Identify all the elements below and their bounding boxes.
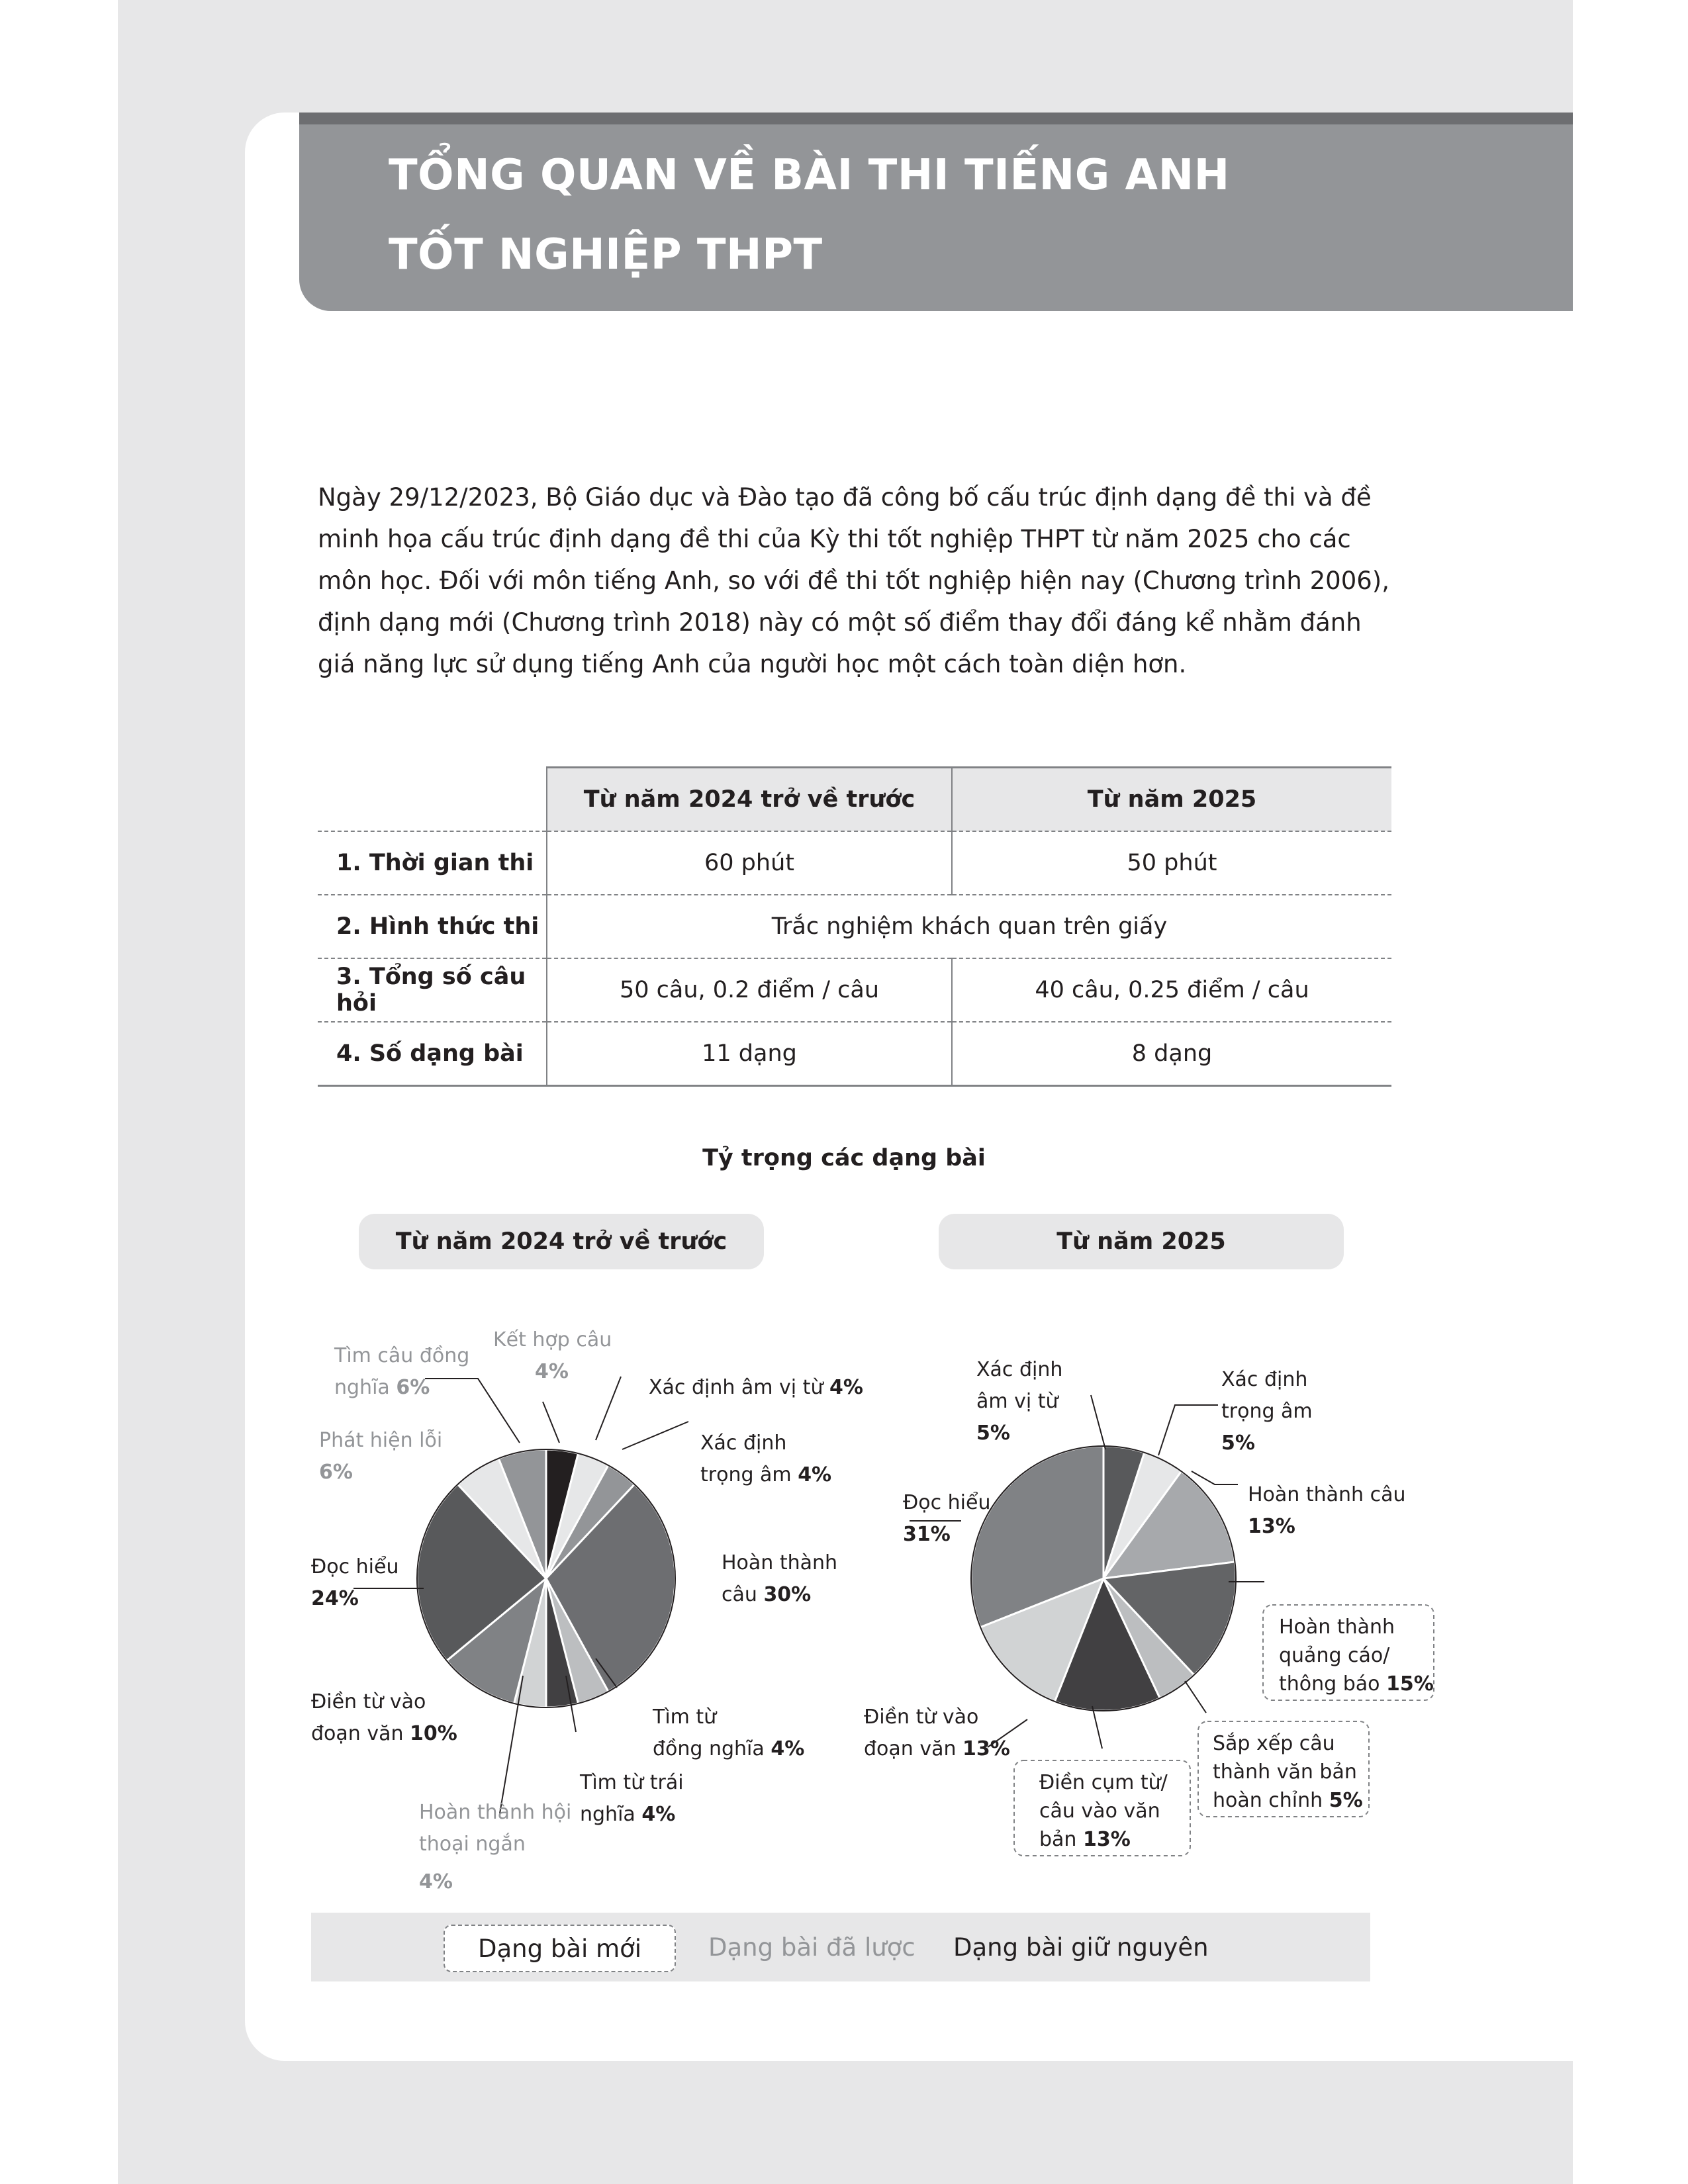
label-hoi-thoai-pct: 4% [419,1870,453,1893]
label-dien-tu: Điền từ vào [311,1690,426,1713]
label-ket-hop-cau: Kết hợp câu [493,1328,612,1351]
label-r-doc-hieu-pct: 31% [903,1523,951,1546]
row-label: 2. Hình thức thi [336,913,539,940]
cell-after: 40 câu, 0.25 điểm / câu [952,958,1391,1022]
label-r-sap-xep-3: hoàn chỉnh 5% [1213,1789,1363,1812]
cell-before: 11 dạng [547,1022,952,1086]
legend [311,1913,1370,1981]
label-r-hoan-thanh-cau: Hoàn thành câu [1248,1483,1406,1506]
label-tim-cau-dong-nghia-2: nghĩa 6% [334,1376,430,1399]
pie-chart-after [971,1446,1236,1711]
cell-after: 8 dạng [952,1022,1391,1086]
label-ket-hop-cau-pct: 4% [535,1360,569,1383]
pie-subtitle-after: Từ năm 2025 [939,1214,1344,1269]
label-r-dien-tu: Điền từ vào [864,1706,979,1729]
column-header-before: Từ năm 2024 trở về trước [547,768,952,832]
label-r-dien-cum: Điền cụm từ/ [1039,1771,1168,1794]
label-r-dien-tu-2: đoạn văn 13% [864,1737,1010,1760]
label-r-quang-cao-2: quảng cáo/ [1279,1644,1390,1667]
page-title-line-1: TỔNG QUAN VỀ BÀI THI TIẾNG ANH [389,151,1230,200]
label-hoi-thoai: Hoàn thành hội [419,1801,572,1824]
cell-before: 60 phút [547,831,952,895]
cell-before: 50 câu, 0.2 điểm / câu [547,958,952,1022]
row-label: 3. Tổng số câu hỏi [336,964,526,1017]
label-r-quang-cao: Hoàn thành [1279,1615,1395,1639]
label-r-am-vi-tu: Xác định [976,1358,1063,1381]
label-hoan-thanh-cau-2: câu 30% [722,1583,812,1606]
label-r-trong-am-2: trọng âm [1221,1400,1313,1423]
label-r-sap-xep: Sắp xếp câu [1213,1732,1335,1755]
label-dien-tu-2: đoạn văn 10% [311,1722,457,1745]
label-tim-tu-trai-nghia-2: nghĩa 4% [580,1803,676,1826]
label-phat-hien-loi-pct: 6% [319,1461,353,1484]
label-r-hoan-thanh-cau-pct: 13% [1248,1515,1295,1538]
label-tim-cau-dong-nghia: Tìm câu đồng [334,1344,470,1367]
legend-removed-types: Dạng bài đã lược [708,1933,915,1962]
label-r-sap-xep-2: thành văn bản [1213,1760,1357,1784]
label-trong-am-2: trọng âm 4% [700,1463,832,1486]
cell-after: 50 phút [952,831,1391,895]
row-label: 1. Thời gian thi [336,850,534,876]
label-tim-tu-dong-nghia-2: đồng nghĩa 4% [653,1737,805,1760]
label-hoan-thanh-cau: Hoàn thành [722,1551,838,1574]
label-r-doc-hieu: Đọc hiểu [903,1491,991,1514]
label-tim-tu-dong-nghia: Tìm từ [653,1706,717,1729]
label-hoi-thoai-2: thoại ngắn [419,1833,526,1856]
label-r-dien-cum-2: câu vào văn [1039,1799,1160,1823]
label-doc-hieu-pct: 24% [311,1587,359,1610]
label-r-quang-cao-3: thông báo 15% [1279,1672,1434,1696]
legend-new-types: Dạng bài mới [444,1925,676,1972]
page-title-line-2: TỐT NGHIỆP THPT [389,230,823,279]
cell-merged: Trắc nghiệm khách quan trên giấy [547,895,1391,958]
label-phat-hien-loi: Phát hiện lỗi [319,1429,443,1452]
label-r-trong-am: Xác định [1221,1368,1308,1391]
label-r-am-vi-tu-pct: 5% [976,1422,1010,1445]
column-header-after: Từ năm 2025 [952,768,1391,832]
label-trong-am: Xác định [700,1432,787,1455]
pie-chart-before [417,1449,675,1707]
legend-kept-types: Dạng bài giữ nguyên [953,1933,1209,1962]
label-tim-tu-trai-nghia: Tìm từ trái [580,1771,684,1794]
intro-paragraph: Ngày 29/12/2023, Bộ Giáo dục và Đào tạo đã công bố cấu trúc định dạng đề thi và đề minh họa cấu trúc định dạng đề thi của Kỳ thi tốt nghiệp THPT từ năm 2025 cho các môn học. Đối với môn tiếng Anh, so với đề thi tốt nghiệp hiện nay (Chương trình 2006), định dạng mới (Chương trình 2018) này có một số điểm thay đổi đáng kể nhằm đánh giá năng lực sử dụng tiếng Anh của người học một cách toàn diện hơn. [318,483,1390,678]
chart-title: Tỷ trọng các dạng bài [702,1145,986,1171]
label-r-dien-cum-3: bản 13% [1039,1828,1131,1851]
label-r-trong-am-pct: 5% [1221,1432,1255,1455]
label-am-vi-tu: Xác định âm vị từ 4% [649,1376,863,1399]
label-r-am-vi-tu-2: âm vị từ [976,1390,1058,1413]
label-doc-hieu: Đọc hiểu [311,1555,399,1578]
row-label: 4. Số dạng bài [336,1040,524,1067]
pie-subtitle-before: Từ năm 2024 trở về trước [359,1214,764,1269]
